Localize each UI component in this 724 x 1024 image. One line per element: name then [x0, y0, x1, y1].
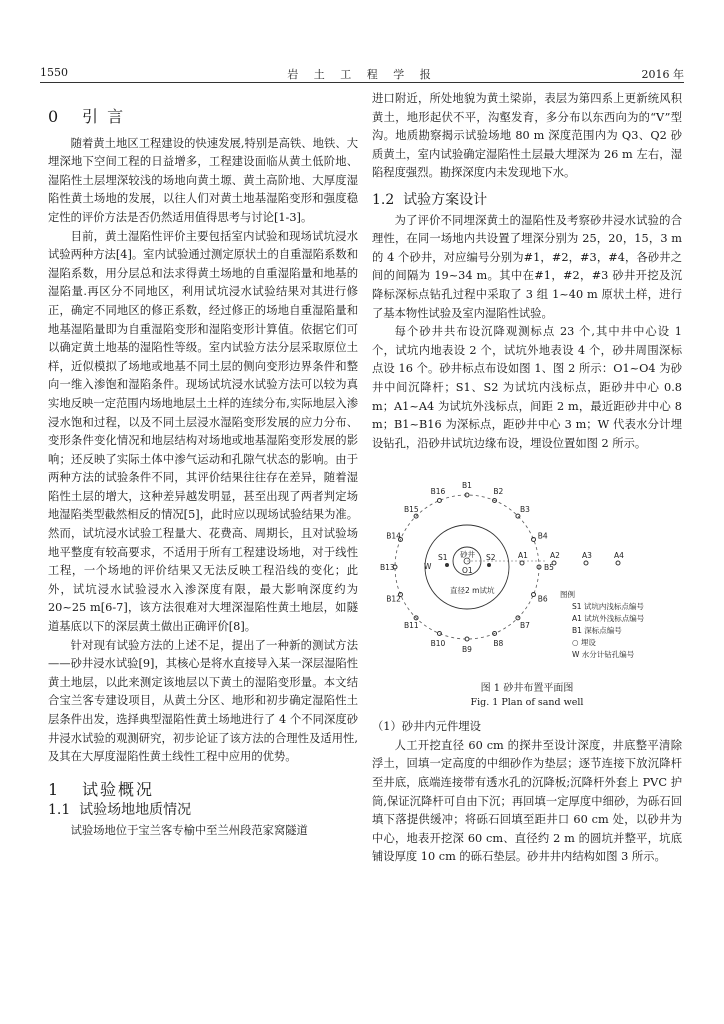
legend-item-w: W 水分计钻孔编号 — [572, 650, 635, 660]
deep-point-label: B12 — [386, 594, 401, 604]
deep-point-marker — [437, 499, 441, 503]
subsection-number: 1.2 — [372, 191, 395, 208]
legend-item-b: B1 深标点编号 — [572, 626, 622, 636]
s2-label: S2 — [486, 553, 496, 563]
section-number: 1 — [48, 779, 61, 799]
right-column — [372, 90, 682, 867]
legend-item-s: S1 试坑内浅标点编号 — [572, 602, 644, 612]
intro-paragraph-2: 目前，黄土湿陷性评价主要包括室内试验和现场试坑浸水试验两种方法[4]。室内试验通过测定原状土的自重湿陷系数和湿陷系数，用分层总和法求得黄土场地的自重湿陷量和地基的湿陷量.再区分不同地区，利用试坑浸水试验结果对其进行修正，确定不同地区的修正系数，经过修正的场地自重湿陷量和地基湿陷量即为自重湿陷变形和湿陷变形计算值。依据它们可以确定黄土地基的湿陷性等级。室内试验方法分层采取原位土样，近似模拟了场地或地基不同土层的侧向变形边界条件和整向一维入渗饱和湿陷条件。现场试坑浸水试验方法可以较为真实地反映一定范围内场地地层土土样的连续分布,实际地层入渗浸水饱和过程，以及不同土层浸水湿陷变形发展的应力分布、变形条件变化情况和地层结构对场地或地基湿陷变形发展的影响；还反映了实际土体中渗气运动和孔隙气状态的影响。由于两种方法的试验条件不同，其评价结果往往存在差异，随着湿陷性土层的增大，这种差异越发明显，甚至出现了两者判定场地湿陷类型截然相反的情况[5]，此时应以现场试验结果为准。然而，试坑浸水试验工程量大、花费高、周期长，且对试验场地平整度有较高要求，不适用于所有工程建设场地，对于线性工程，一个场地的评价结果又无法反映工程沿线的变化；此外，试坑浸水试验浸水入渗深度有限，最大影响深度约为 20~25 m[6-7]，该方法很难对大埋深湿陷性黄土地层，如隧道基底以下的深层黄土做出正确评价[8]。 — [48, 229, 358, 634]
site-paragraph-continued: 进口附近，所处地貌为黄土梁峁，表层为第四系上更新统风积黄土，地形起伏不平，沟壑发育，多分布以东西向为的“V”型沟。地质勘察揭示试验场地 80 m 深度范围内为 Q3、Q2 砂质黄土，室内试验确定湿陷性土层最大埋深为 26 m 左右，湿陷程度强烈。勘探深度内未发现地下水。 — [372, 92, 682, 180]
w-label: W — [424, 562, 432, 572]
plan-paragraph-2: 每个砂井共布设沉降观测标点 23 个,其中井中心设 1 个，试坑内地表设 2 个，试坑外地表设 4 个，砂井周围深标点设 16 个。砂井标点布设如图 1、图 2 所示：O1~O4 为砂井中间沉降杆；S1、S2 为试坑内浅标点，距砂井中心 0.8 m；A1~A4 为试坑外浅标点，间距 2 m，最近距砂井中心 8 m；B1~B16 为深标点，距砂井中心 3 m；W 代表水分计埋设钻孔，沿砂井试坑边缘布设，埋设位置如图 2 所示。 — [372, 325, 682, 450]
plan-paragraph-1: 为了评价不同埋深黄土的湿陷性及考察砂井浸水试验的合理性，在同一场地内共设置了埋深分别为 25，20，15，3 m 的 4 个砂井，对应编号分别为#1，#2，#3，#4，各砂井之间的间隔为 19~34 m。其中在#1，#2，#3 砂井开挖及沉降标深标点钻孔过程中采取了 3 组 1~40 m 原状土样，进行了基本物性试验及室内湿陷性试验。 — [372, 213, 682, 320]
deep-point-label: B8 — [493, 639, 504, 649]
subsection-1-2-heading — [372, 191, 682, 210]
o1-label: O1 — [462, 566, 473, 576]
s2-marker — [487, 563, 491, 567]
left-column — [48, 90, 358, 841]
subsection-number: 1.1 — [48, 802, 71, 819]
legend-item-a: A1 试坑外浅标点编号 — [572, 614, 645, 624]
s1-marker — [445, 563, 449, 567]
deep-point-label: B10 — [430, 639, 446, 649]
deep-point-label: B7 — [519, 621, 530, 631]
a3-marker — [584, 561, 588, 565]
section-title: 试验概况 — [82, 779, 155, 799]
a4-marker — [616, 561, 620, 565]
subsection-title: 试验方案设计 — [403, 191, 488, 208]
deep-point-label: B2 — [493, 487, 504, 497]
journal-title: 岩 土 工 程 学 报 — [287, 68, 437, 81]
deep-point-marker — [532, 538, 536, 542]
deep-point-label: B13 — [380, 563, 395, 573]
section-0-heading — [48, 108, 358, 127]
element-embedding-paragraph: 人工开挖直径 60 cm 的探井至设计深度，井底整平清除浮土，回填一定高度的中细砂作为垫层；逐节连接下放沉降杆至井底，底端连接带有透水孔的沉降板;沉降杆外套上 PVC 护筒,保证沉降杆可自由下沉；再回填一定厚度中细砂，为砾石回填下落提供缓冲；将砾石回填至距井口 60 cm 处，以砂井为中心，地表开挖深 60 cm、直径约 2 m 的圆坑并整平，坑底铺设厚度 10 cm 的砾石垫层。砂井井内结构如图 3 所示。 — [372, 738, 682, 864]
section-title: 引 言 — [82, 107, 126, 126]
deep-point-label: B1 — [462, 481, 472, 491]
legend-title: 图例 — [560, 590, 575, 600]
deep-point-label: B11 — [404, 621, 419, 631]
deep-point-label: B5 — [544, 563, 554, 573]
deep-point-label: B3 — [519, 505, 530, 515]
deep-point-label: B15 — [404, 505, 419, 515]
section-number: 0 — [48, 107, 61, 126]
deep-point-marker — [437, 632, 441, 636]
sand-well-plan-diagram — [372, 459, 682, 671]
deep-point-label: B14 — [386, 531, 401, 541]
deep-point-marker — [516, 514, 520, 518]
a2-label: A2 — [550, 551, 560, 561]
element-embedding-heading: （1）砂井内元件埋设 — [372, 720, 481, 734]
intro-paragraph-1: 随着黄土地区工程建设的快速发展,特别是高铁、地铁、大埋深地下空间工程的日益增多，工程建设面临从黄土低阶地、湿陷性土层埋深较浅的场地向黄土塬、黄土高阶地、大厚度湿陷性黄土场地的发展，以往人们对黄土地基湿陷变形和强度稳定性的评价方法是否仍然适用值得思考与讨论[1-3]。 — [48, 136, 358, 224]
deep-point-marker — [532, 593, 536, 597]
section-1-heading — [48, 781, 358, 800]
legend-item-embed: ○ 埋设 — [572, 638, 596, 648]
deep-point-label: B4 — [537, 531, 548, 541]
publication-year: 2016 年 — [641, 68, 684, 81]
site-paragraph-start: 试验场地位于宝兰客专榆中至兰州段范家窝隧道 — [70, 823, 308, 837]
a1-label: A1 — [518, 551, 528, 561]
deep-point-label: B9 — [462, 645, 472, 655]
figure-1-caption-cn: 图 1 砂井布置平面图 — [480, 683, 574, 695]
subsection-title: 试验场地地质情况 — [79, 802, 192, 819]
deep-point-label: B16 — [430, 487, 446, 497]
sand-well-label: 砂井 — [460, 550, 475, 560]
subsection-1-1-heading — [48, 801, 358, 820]
figure-1-caption-en: Fig. 1 Plan of sand well — [470, 697, 584, 709]
s1-label: S1 — [438, 553, 448, 563]
page-header — [40, 66, 684, 83]
page-number: 1550 — [40, 66, 68, 79]
pit-label: 直径2 m试坑 — [450, 586, 495, 596]
a3-label: A3 — [582, 551, 592, 561]
a4-label: A4 — [614, 551, 624, 561]
deep-point-label: B6 — [537, 594, 548, 604]
intro-paragraph-3: 针对现有试验方法的上述不足，提出了一种新的测试方法——砂井浸水试验[9]，其核心是将水直接导入某一深层湿陷性黄土地层，以此来测定该地层以下黄土的湿陷变形量。本文结合宝兰客专建设项目，从黄土分区、地形和初步确定湿陷性土层条件出发，选择典型湿陷性黄土场地进行了 4 个不同深度砂井浸水试验的观测研究，初步论证了该方法的合理性及适用性,及其在大厚度湿陷性黄土线性工程中应用的优势。 — [48, 638, 358, 764]
a1-marker — [520, 561, 524, 565]
figure-1 — [372, 459, 682, 671]
